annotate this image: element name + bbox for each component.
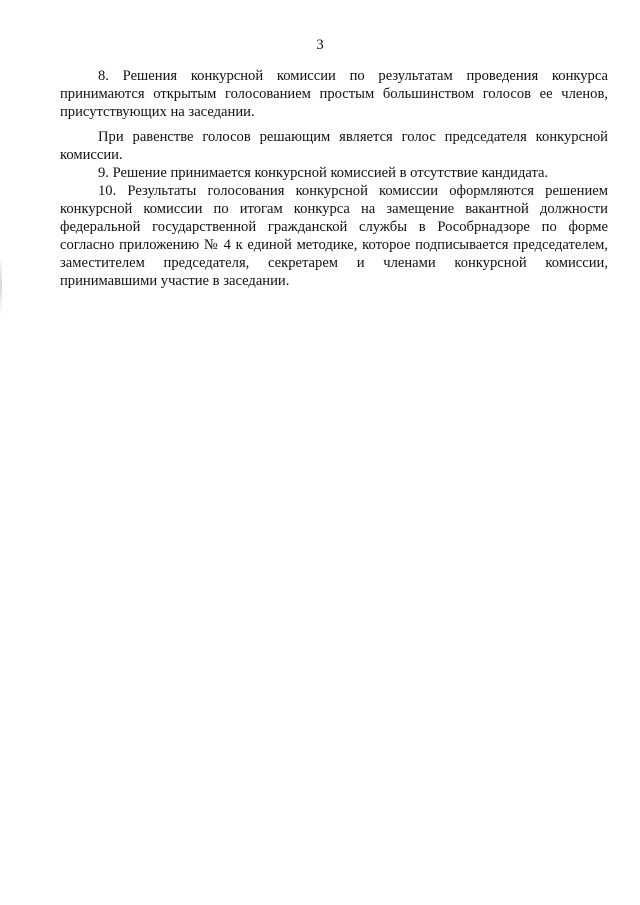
- paragraph-10: 10. Результаты голосования конкурсной комиссии оформляются решением конкурсной комиссии по итогам конкурса на замещение вакантной должности федеральной государственной гражданской службы в Рособрнадзоре по форме согласно приложению № 4 к единой методике, которое подписывается председателем, заместителем председателя, секретарем и членами конкурсной комиссии, принимавшими участие в заседании.: [60, 183, 608, 289]
- document-body: [60, 67, 608, 290]
- paragraph-8: 8. Решения конкурсной комиссии по результатам проведения конкурса принимаются открытым голосованием простым большинством голосов ее членов, присутствующих на заседании.: [60, 68, 608, 120]
- paragraph-tie-vote: При равенстве голосов решающим является голос председателя конкурсной комиссии.: [60, 129, 608, 163]
- page-number: 3: [316, 37, 324, 53]
- paragraph-9: 9. Решение принимается конкурсной комиссией в отсутствие кандидата.: [98, 165, 549, 181]
- scan-edge-mark: [0, 255, 2, 315]
